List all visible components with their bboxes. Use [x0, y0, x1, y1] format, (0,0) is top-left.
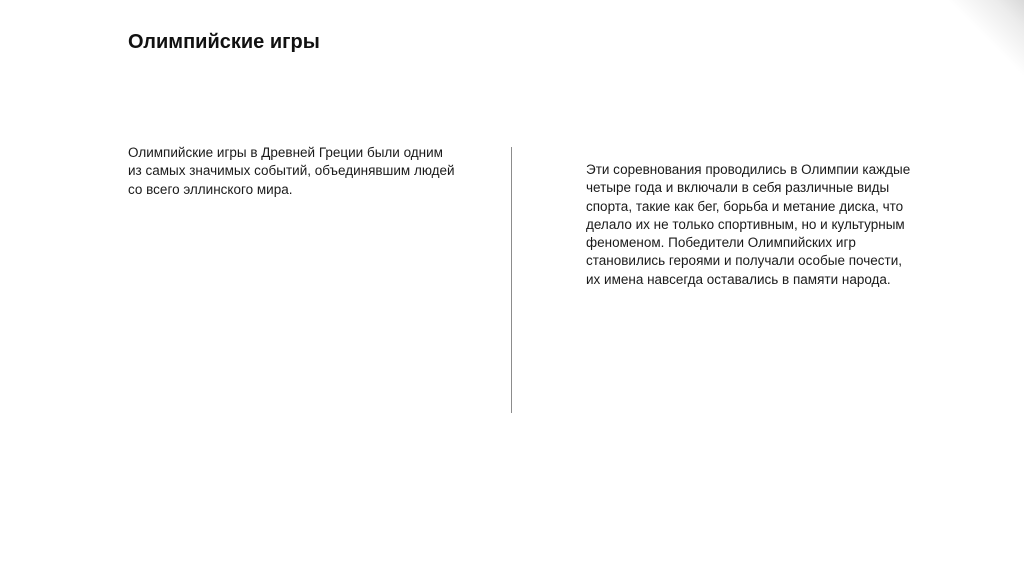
text-line: их имена навсегда оставались в памяти народа.	[586, 271, 891, 287]
text-line: Олимпийские игры в Древней Греции были одним	[128, 145, 443, 160]
text-line: делало их не только спортивным, но и культурным	[586, 216, 905, 232]
text-line: со всего эллинского мира.	[128, 181, 293, 197]
text-line: становились героями и получали особые почести,	[586, 253, 903, 269]
column-divider	[511, 147, 512, 413]
text-line: спорта, такие как бег, борьба и метание диска, что	[586, 198, 904, 214]
text-line: четыре года и включали в себя различные виды	[586, 180, 890, 196]
right-column-text	[586, 161, 931, 289]
corner-shadow	[944, 0, 1024, 80]
slide-title: Олимпийские игры	[128, 31, 320, 53]
text-line: Эти соревнования проводились в Олимпии каждые	[586, 162, 911, 177]
left-column-text	[128, 144, 478, 199]
text-line: феноменом. Победители Олимпийских игр	[586, 235, 856, 251]
text-line: из самых значимых событий, объединявшим людей	[128, 163, 455, 179]
